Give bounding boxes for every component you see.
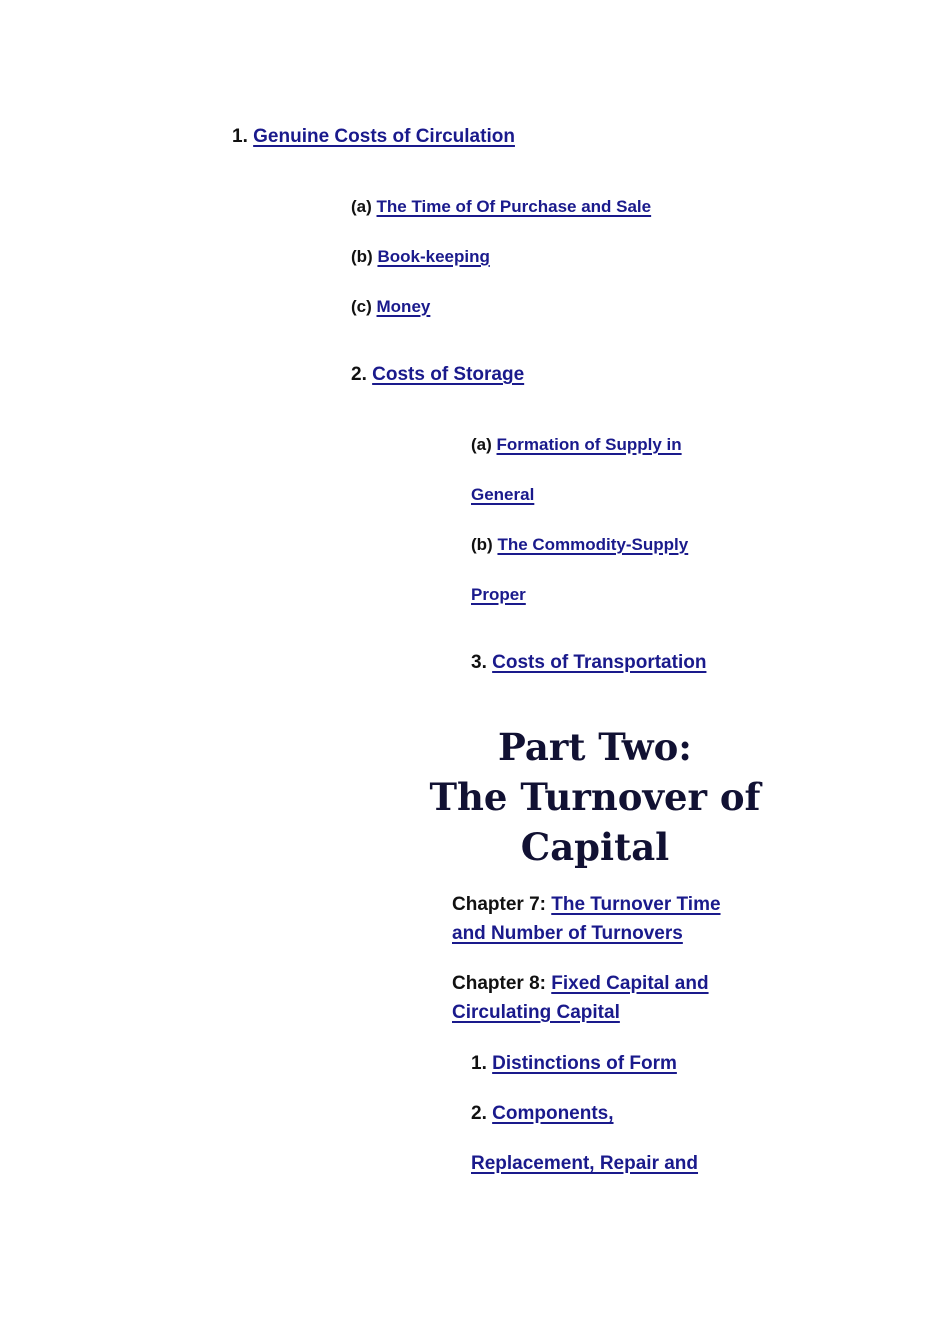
link-costs-of-storage[interactable]: Costs of Storage bbox=[372, 364, 525, 385]
entry-label: (a) bbox=[471, 435, 492, 454]
entry-label: (b) bbox=[351, 247, 373, 266]
part-heading-line: Capital bbox=[520, 825, 670, 869]
link-components-cont[interactable]: Replacement, Repair and bbox=[471, 1153, 699, 1174]
entry-number: 1. bbox=[471, 1053, 487, 1074]
entry-label: (c) bbox=[351, 297, 372, 316]
link-turnover-time[interactable]: The Turnover Time bbox=[551, 894, 721, 915]
entry-number: 2. bbox=[351, 364, 367, 385]
toc-entry-time-of-purchase bbox=[351, 198, 651, 215]
link-costs-of-transportation[interactable]: Costs of Transportation bbox=[492, 652, 707, 673]
link-time-of-purchase-and-sale[interactable]: The Time of Of Purchase and Sale bbox=[376, 197, 652, 216]
link-fixed-capital-cont[interactable]: Circulating Capital bbox=[452, 1002, 620, 1023]
link-turnover-time-cont[interactable]: and Number of Turnovers bbox=[452, 923, 683, 944]
link-formation-of-supply-cont[interactable]: General bbox=[471, 485, 535, 504]
toc-entry-genuine-costs bbox=[232, 127, 515, 146]
entry-number: 2. bbox=[471, 1103, 487, 1124]
link-commodity-supply-proper-cont[interactable]: Proper bbox=[471, 585, 526, 604]
toc-entry-components bbox=[471, 1104, 614, 1123]
part-heading-line: Part Two: bbox=[498, 725, 692, 769]
chapter-label: Chapter 8: bbox=[452, 973, 546, 994]
link-money[interactable]: Money bbox=[376, 297, 431, 316]
toc-entry-chapter-8 bbox=[452, 974, 709, 993]
toc-entry-distinctions-of-form bbox=[471, 1054, 677, 1073]
toc-entry-costs-of-storage bbox=[351, 365, 524, 384]
toc-entry-components-cont bbox=[471, 1154, 698, 1173]
toc-entry-book-keeping bbox=[351, 248, 490, 265]
entry-label: (a) bbox=[351, 197, 372, 216]
toc-entry-chapter-7 bbox=[452, 895, 721, 914]
link-formation-of-supply[interactable]: Formation of Supply in bbox=[496, 435, 682, 454]
link-fixed-capital[interactable]: Fixed Capital and bbox=[551, 973, 709, 994]
link-distinctions-of-form[interactable]: Distinctions of Form bbox=[492, 1053, 677, 1074]
toc-entry-money bbox=[351, 298, 430, 315]
toc-entry-chapter-7-cont bbox=[452, 924, 683, 943]
link-commodity-supply-proper[interactable]: The Commodity-Supply bbox=[497, 535, 689, 554]
link-book-keeping[interactable]: Book-keeping bbox=[377, 247, 490, 266]
link-genuine-costs-of-circulation[interactable]: Genuine Costs of Circulation bbox=[253, 126, 515, 147]
toc-entry-costs-of-transportation bbox=[471, 653, 706, 672]
link-components[interactable]: Components, bbox=[492, 1103, 614, 1124]
toc-entry-commodity-supply-cont bbox=[471, 586, 526, 603]
toc-entry-formation-of-supply bbox=[471, 436, 682, 453]
toc-entry-commodity-supply bbox=[471, 536, 688, 553]
entry-number: 1. bbox=[232, 126, 248, 147]
part-heading-line: The Turnover of bbox=[429, 775, 761, 819]
entry-number: 3. bbox=[471, 652, 487, 673]
toc-entry-chapter-8-cont bbox=[452, 1003, 620, 1022]
toc-entry-formation-of-supply-cont bbox=[471, 486, 534, 503]
chapter-label: Chapter 7: bbox=[452, 894, 546, 915]
entry-label: (b) bbox=[471, 535, 493, 554]
part-two-heading bbox=[420, 722, 770, 872]
